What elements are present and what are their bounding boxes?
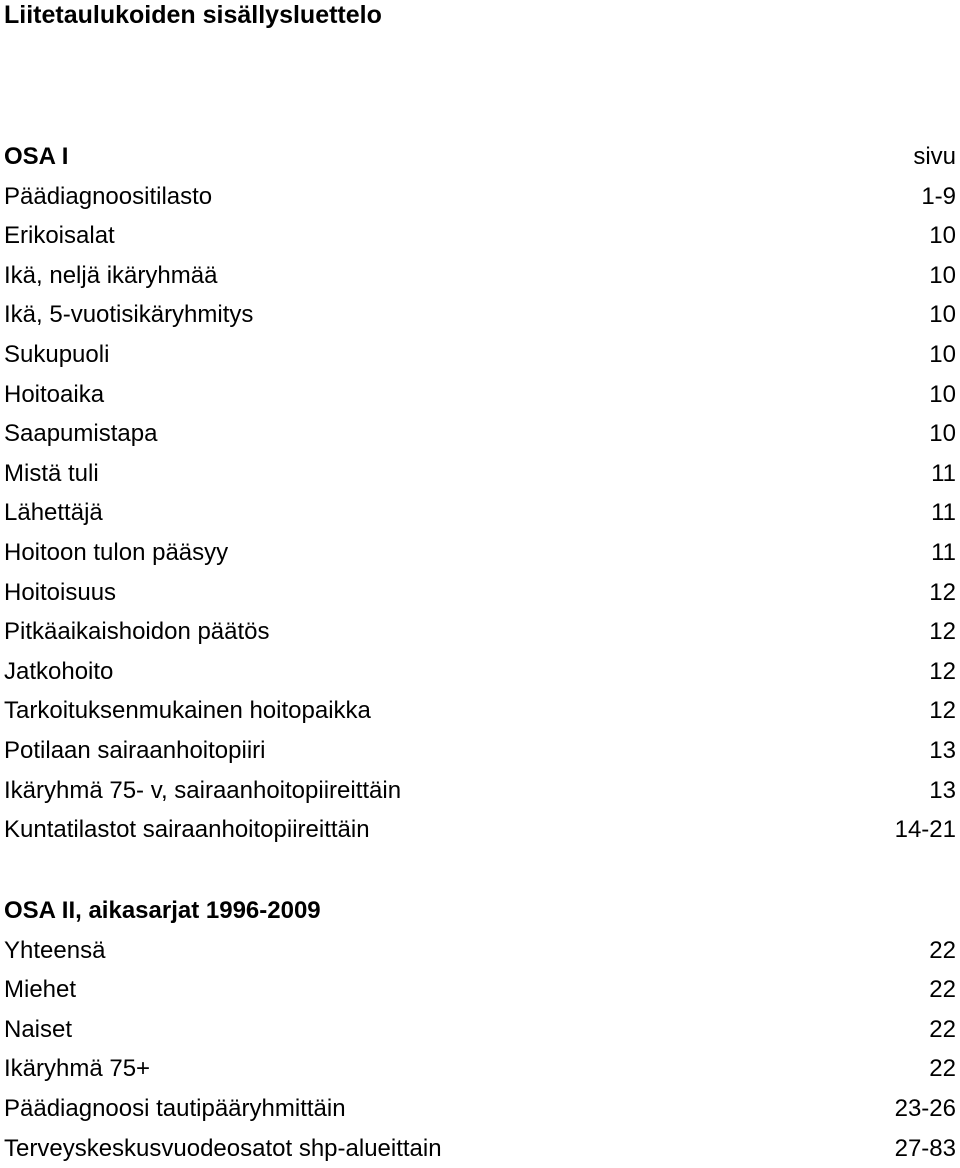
toc-entry-label: Päädiagnoositilasto [4, 182, 213, 210]
toc-entry [4, 493, 956, 533]
toc-entry [4, 970, 956, 1010]
toc-entry [4, 771, 956, 811]
toc-entry-label: Saapumistapa [4, 420, 158, 448]
toc-entry-pages: 12 [929, 578, 956, 606]
toc-entry [4, 731, 956, 771]
toc-entry [4, 691, 956, 731]
toc-entry-label: Hoitoisuus [4, 578, 117, 606]
toc-entry-pages: 22 [929, 1055, 956, 1083]
toc-entry-pages: 11 [931, 538, 956, 566]
toc-entry-pages: 22 [929, 936, 956, 964]
toc-entry-label: Hoitoon tulon pääsyy [4, 538, 229, 566]
toc-entries [4, 177, 956, 850]
section-heading: OSA I [4, 143, 69, 170]
toc-entry-label: Mistä tuli [4, 459, 99, 487]
toc-entry-label: Ikäryhmä 75+ [4, 1055, 151, 1083]
toc-entry-pages: 10 [929, 261, 956, 289]
toc-entry [4, 177, 956, 217]
toc-entry [4, 573, 956, 613]
toc-entry [4, 1129, 956, 1168]
toc-entry-label: Pitkäaikaishoidon päätös [4, 618, 270, 646]
toc-entry [4, 1049, 956, 1089]
toc-entry-pages: 1-9 [921, 182, 956, 210]
page-column-label: sivu [913, 143, 956, 170]
toc-entry [4, 335, 956, 375]
toc-entry-label: Kuntatilastot sairaanhoitopiireittäin [4, 816, 370, 844]
toc-entry [4, 295, 956, 335]
toc-entry [4, 256, 956, 296]
toc-entry-pages: 12 [929, 657, 956, 685]
toc-entry [4, 931, 956, 971]
toc-entry-label: Erikoisalat [4, 222, 115, 250]
toc-entry-label: Sukupuoli [4, 340, 110, 368]
toc-entry-label: Naiset [4, 1015, 73, 1043]
toc-entries [4, 931, 956, 1168]
toc-entry-label: Päädiagnoosi tautipääryhmittäin [4, 1094, 346, 1122]
toc-entry-pages: 23-26 [894, 1094, 956, 1122]
toc-entry [4, 375, 956, 415]
section-heading: OSA II, aikasarjat 1996-2009 [4, 897, 321, 924]
toc-entry-label: Lähettäjä [4, 499, 103, 527]
toc-entry-pages: 10 [929, 340, 956, 368]
toc-entry [4, 533, 956, 573]
toc-entry-pages: 14-21 [894, 816, 956, 844]
toc-entry-pages: 11 [931, 459, 956, 487]
toc-entry-label: Jatkohoito [4, 657, 114, 685]
toc-entry-label: Ikä, neljä ikäryhmää [4, 261, 218, 289]
toc-entry-pages: 10 [929, 420, 956, 448]
toc-entry-pages: 13 [929, 776, 956, 804]
toc-entry-label: Yhteensä [4, 936, 106, 964]
toc-entry-pages: 10 [929, 222, 956, 250]
toc-entry [4, 454, 956, 494]
toc-entry-label: Terveyskeskusvuodeosatot shp-alueittain [4, 1134, 442, 1162]
toc-entry [4, 1010, 956, 1050]
toc-section-osa-1 [4, 137, 956, 850]
toc-entry-pages: 22 [929, 1015, 956, 1043]
document-title: Liitetaulukoiden sisällysluettelo [4, 1, 382, 29]
toc-entry [4, 810, 956, 850]
toc-entry-pages: 12 [929, 697, 956, 725]
toc-entry [4, 612, 956, 652]
toc-entry-label: Tarkoituksenmukainen hoitopaikka [4, 697, 371, 725]
toc-entry-pages: 12 [929, 618, 956, 646]
toc-entry [4, 414, 956, 454]
toc-entry-pages: 22 [929, 976, 956, 1004]
section-heading-row [4, 891, 956, 931]
toc-entry-label: Ikä, 5-vuotisikäryhmitys [4, 301, 254, 329]
toc-section-osa-2 [4, 891, 956, 1168]
toc-entry-label: Miehet [4, 976, 77, 1004]
toc-entry-pages: 11 [931, 499, 956, 527]
toc-entry-pages: 10 [929, 301, 956, 329]
toc-entry [4, 1089, 956, 1129]
toc-entry-pages: 27-83 [894, 1134, 956, 1162]
toc-entry-label: Ikäryhmä 75- v, sairaanhoitopiireittäin [4, 776, 402, 804]
toc-entry-label: Hoitoaika [4, 380, 105, 408]
toc-entry-label: Potilaan sairaanhoitopiiri [4, 736, 266, 764]
toc-entry-pages: 13 [929, 736, 956, 764]
section-heading-row [4, 137, 956, 177]
toc-entry [4, 652, 956, 692]
toc-entry [4, 216, 956, 256]
toc-entry-pages: 10 [929, 380, 956, 408]
